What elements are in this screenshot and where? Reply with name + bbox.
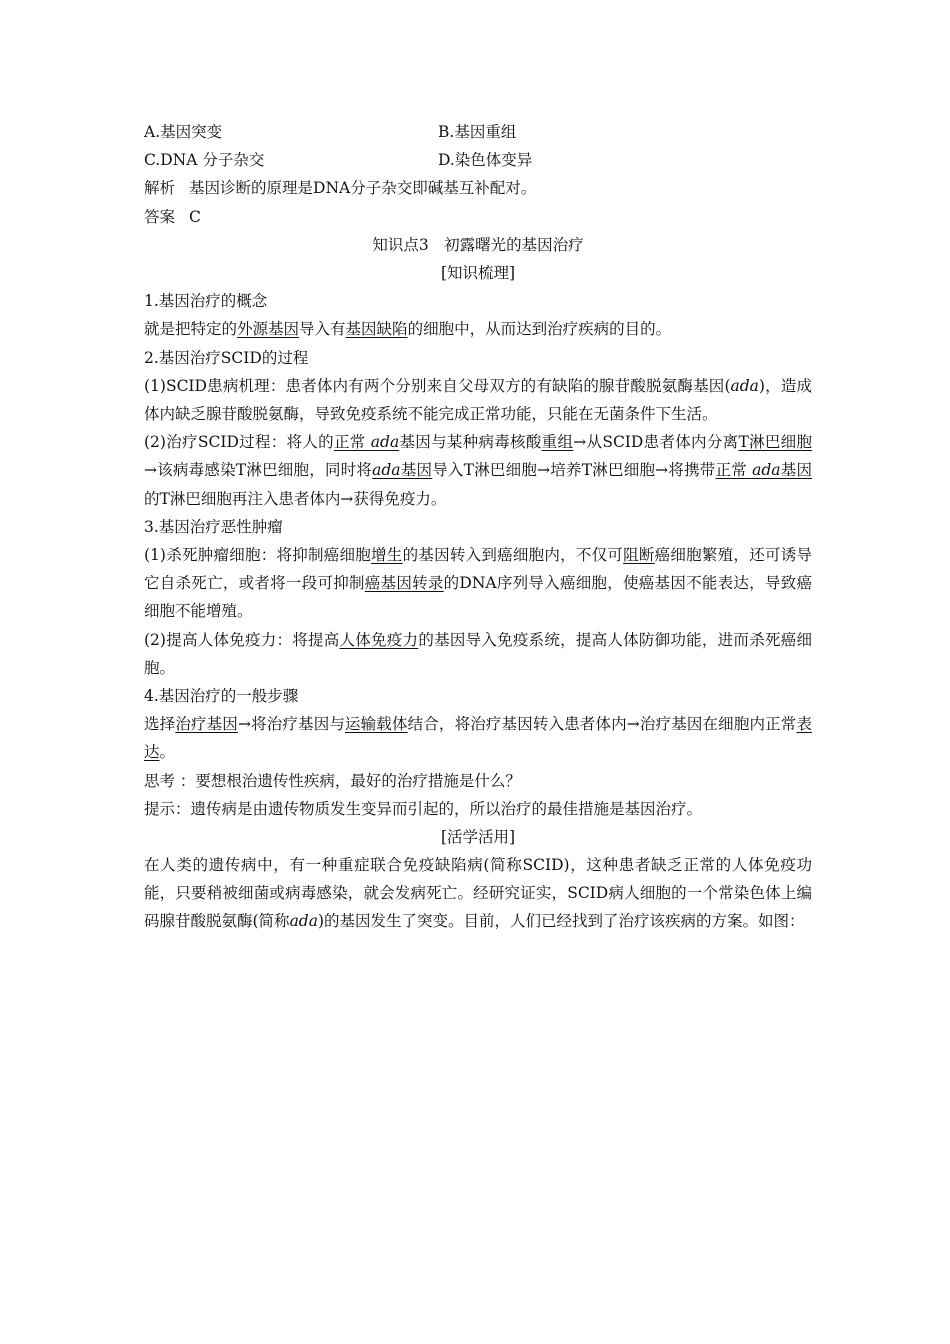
document-content [144, 118, 812, 936]
steps-key-term: 治疗基因 [175, 715, 238, 734]
tumor-key-term: 人体免疫力 [339, 630, 419, 649]
scid-process-paragraph [144, 428, 812, 513]
concept-text: 的细胞中，从而达到治疗疾病的目的。 [407, 320, 672, 339]
tumor-text: 的基因转入到癌细胞内，不仅可 [402, 545, 624, 564]
tumor-heading: 3.基因治疗恶性肿瘤 [144, 517, 283, 536]
think-hint: 提示：遗传病是由遗传物质发生变异而引起的，所以治疗的最佳措施是基因治疗。 [144, 799, 703, 818]
scid-key-term: 重组 [541, 433, 574, 452]
scid-key-term: ada基因 [372, 461, 433, 480]
gene-name: ada [289, 912, 318, 931]
concept-key-term: 基因缺陷 [345, 320, 408, 339]
concept-key-term: 外源基因 [237, 320, 300, 339]
tumor-text: (2)提高人体免疫力：将提高 [144, 630, 340, 649]
scid-key-term: 正常 ada [333, 433, 400, 452]
answer-label: 答案 [144, 207, 176, 226]
steps-key-term: 表达 [144, 715, 812, 762]
gene-name: ada [730, 376, 759, 395]
tumor-key-term: 增生 [371, 545, 403, 564]
scid-key-term: T淋巴细胞 [738, 433, 812, 452]
tumor-key-term: 阻断 [623, 545, 655, 564]
analysis-line [144, 174, 812, 202]
steps-text: →将治疗基因与 [237, 715, 345, 734]
scid-text: (1)SCID患病机理：患者体内有两个分别来自父母双方的有缺陷的腺苷酸脱氨酶基因( [144, 376, 731, 395]
think-question: 思考 ：要想根治遗传性疾病，最好的治疗措施是什么？ [144, 771, 521, 790]
scid-mechanism-paragraph [144, 372, 812, 428]
scid-text: )，造成体内缺乏腺苷酸脱氨酶，导致免疫系统不能完成正常功能，只能在无菌条件下生活。 [144, 376, 812, 423]
analysis-text: 基因诊断的原理是DNA分子杂交即碱基互补配对。 [189, 179, 537, 198]
scid-text: 的T淋巴细胞再注入患者体内→获得免疫力。 [144, 489, 447, 508]
options-row-1 [144, 118, 812, 146]
scid-text: (2)治疗SCID过程：将人的 [144, 433, 334, 452]
concept-heading: 1.基因治疗的概念 [144, 292, 268, 311]
tumor-kill-paragraph [144, 541, 812, 626]
apply-heading: [活学活用] [440, 827, 516, 846]
scid-key-term: 正常 ada基因 [715, 461, 812, 480]
tumor-key-term: 癌基因转录 [364, 574, 444, 593]
apply-text: 在人类的遗传病中，有一种重症联合免疫缺陷病(简称SCID)，这种患者缺乏正常的人体免疫功能，只要稍被细菌或病毒感染，就会发病死亡。经研究证实，SCID病人细胞的一个常染色体上编码腺苷酸脱氨酶(简称 [144, 856, 812, 931]
concept-text: 导入有 [299, 320, 346, 339]
tumor-text: 的DNA序列导入癌细胞，使癌基因不能表达，导致癌细胞不能增殖。 [144, 574, 812, 621]
scid-heading: 2.基因治疗SCID的过程 [144, 348, 309, 367]
answer-line [144, 203, 812, 231]
steps-text: 。 [159, 743, 176, 762]
steps-heading: 4.基因治疗的一般步骤 [144, 686, 299, 705]
steps-key-term: 运输载体 [345, 715, 408, 734]
scid-text: →该病毒感染T淋巴细胞，同时将 [144, 461, 373, 480]
scid-text: 基因与某种病毒核酸 [399, 433, 542, 452]
steps-text: 结合，将治疗基因转入患者体内→治疗基因在细胞内正常 [407, 715, 797, 734]
option-c: C.DNA 分子杂交 [144, 151, 265, 170]
scid-text: →从SCID患者体内分离 [573, 433, 739, 452]
concept-text: 就是把特定的 [144, 320, 238, 339]
answer-value: C [189, 207, 201, 226]
option-b: B.基因重组 [438, 123, 517, 141]
steps-text: 选择 [144, 715, 176, 734]
knowledge-heading: [知识梳理] [440, 263, 516, 282]
analysis-label: 解析 [144, 179, 176, 198]
tumor-text: 癌细胞繁殖，还可诱导它自杀死亡，或者将一段可抑制 [144, 545, 812, 593]
section-title: 知识点3 初露曙光的基因治疗 [372, 235, 584, 254]
concept-paragraph [144, 315, 812, 343]
tumor-immunity-paragraph [144, 626, 812, 682]
option-d: D.染色体变异 [438, 151, 533, 170]
options-row-2 [144, 146, 812, 174]
tumor-text: 的基因导入免疫系统，提高人体防御功能，进而杀死癌细胞。 [144, 630, 812, 677]
apply-text: )的基因发生了突变。目前，人们已经找到了治疗该疾病的方案。如图： [317, 912, 805, 931]
tumor-text: (1)杀死肿瘤细胞：将抑制癌细胞 [144, 545, 372, 564]
apply-paragraph [144, 851, 812, 936]
option-a: A.基因突变 [144, 123, 223, 141]
steps-paragraph [144, 710, 812, 766]
scid-text: 导入T淋巴细胞→培养T淋巴细胞→将携带 [432, 461, 716, 480]
